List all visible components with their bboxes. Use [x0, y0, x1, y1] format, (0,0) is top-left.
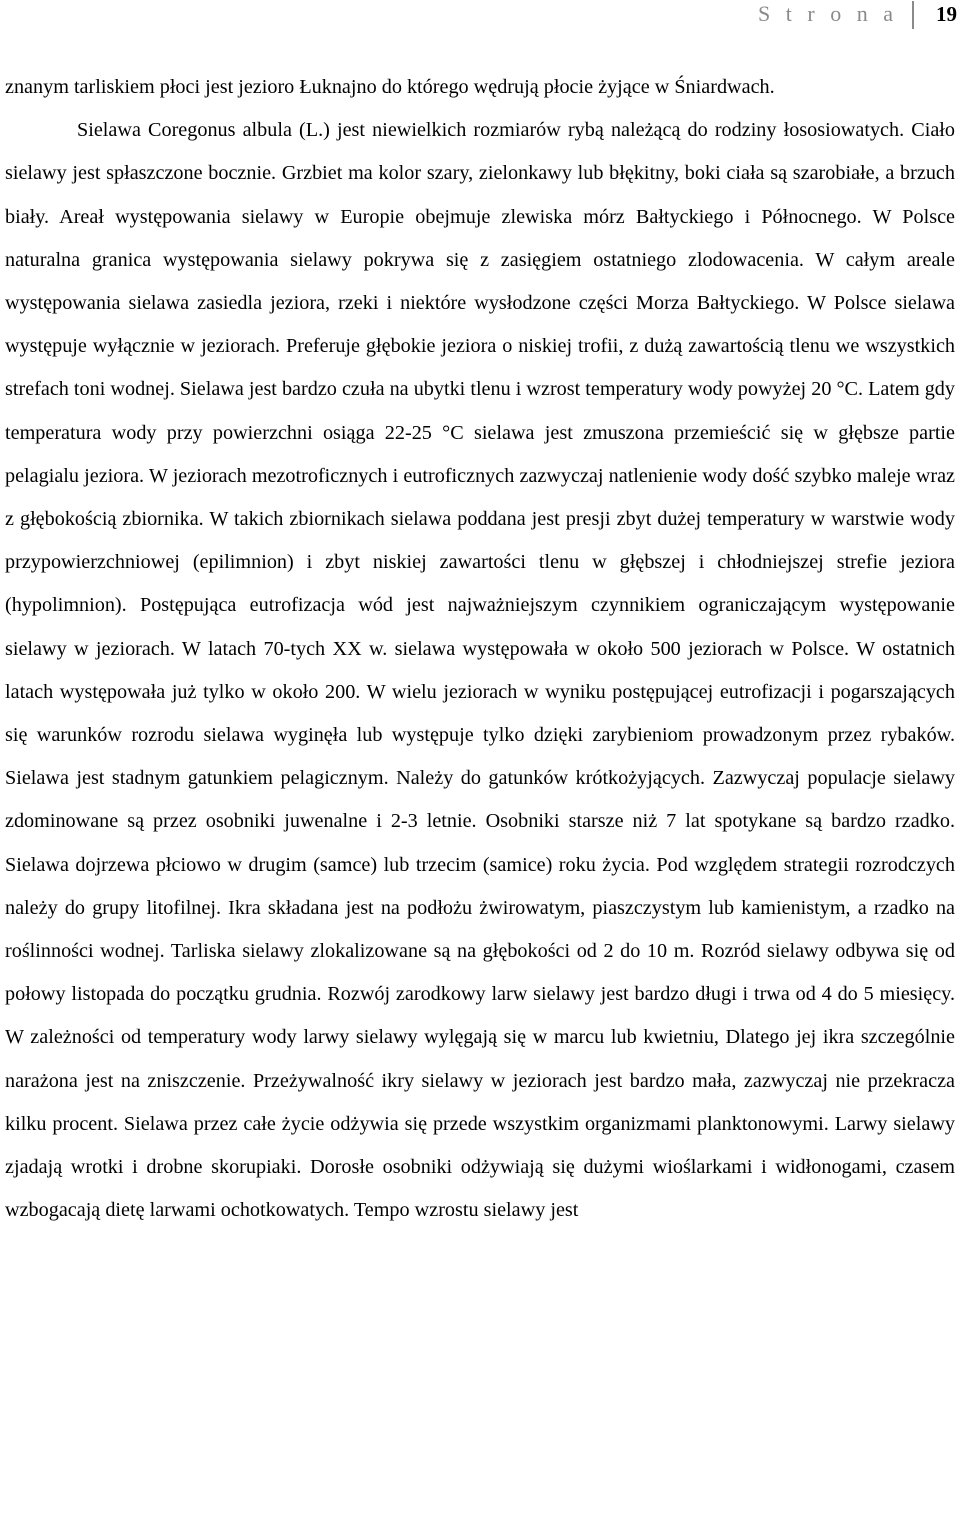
document-body: [5, 66, 955, 1232]
paragraph-sielawa: Sielawa Coregonus albula (L.) jest niewielkich rozmiarów rybą należącą do rodziny łososiowatych. Ciało sielawy jest spłaszczone bocznie. Grzbiet ma kolor szary, zielonkawy lub błękitny, boki ciała są szarobiałe, a brzuch biały. Areał występowania sielawy w Europie obejmuje zlewiska mórz Bałtyckiego i Północnego. W Polsce naturalna granica występowania sielawy pokrywa się z zasięgiem ostatniego zlodowacenia. W całym areale występowania sielawa zasiedla jeziora, rzeki i niektóre wysłodzone części Morza Bałtyckiego. W Polsce sielawa występuje wyłącznie w jeziorach. Preferuje głębokie jeziora o niskiej trofii, z dużą zawartością tlenu we wszystkich strefach toni wodnej. Sielawa jest bardzo czuła na ubytki tlenu i wzrost temperatury wody powyżej 20 °C. Latem gdy temperatura wody przy powierzchni osiąga 22-25 °C sielawa jest zmuszona przemieścić się w głębsze partie pelagialu jeziora. W jeziorach mezotroficznych i eutroficznych zazwyczaj natlenienie wody dość szybko maleje wraz z głębokością zbiornika. W takich zbiornikach sielawa poddana jest presji zbyt dużej temperatury w warstwie wody przypowierzchniowej (epilimnion) i zbyt niskiej zawartości tlenu w głębszej i chłodniejszej strefie jeziora (hypolimnion). Postępująca eutrofizacja wód jest najważniejszym czynnikiem ograniczającym występowanie sielawy w jeziorach. W latach 70-tych XX w. sielawa występowała w około 500 jeziorach w Polsce. W ostatnich latach występowała już tylko w około 200. W wielu jeziorach w wyniku postępującej eutrofizacji i pogarszających się warunków rozrodu sielawa wyginęła lub występuje tylko dzięki zarybieniom prowadzonym przez rybaków. Sielawa jest stadnym gatunkiem pelagicznym. Należy do gatunków krótkożyjących. Zazwyczaj populacje sielawy zdominowane są przez osobniki juwenalne i 2-3 letnie. Osobniki starsze niż 7 lat spotykane są bardzo rzadko. Sielawa dojrzewa płciowo w drugim (samce) lub trzecim (samice) roku życia. Pod względem strategii rozrodczych należy do grupy litofilnej. Ikra składana jest na podłożu żwirowatym, piaszczystym lub kamienistym, a rzadko na roślinności wodnej. Tarliska sielawy zlokalizowane są na głębokości od 2 do 10 m. Rozród sielawy odbywa się od połowy listopada do początku grudnia. Rozwój zarodkowy larw sielawy jest bardzo długi i trwa od 4 do 5 miesięcy. W zależności od temperatury wody larwy sielawy wylęgają się w marcu lub kwietniu, Dlatego jej ikra szczególnie narażona jest na zniszczenie. Przeżywalność ikry sielawy w jeziorach jest bardzo mała, zazwyczaj nie przekracza kilku procent. Sielawa przez całe życie odżywia się przede wszystkim organizmami planktonowymi. Larwy sielawy zjadają wrotki i drobne skorupiaki. Dorosłe osobniki odżywiają się dużymi wioślarkami i widłonogami, czasem wzbogacają dietę larwami ochotkowatych. Tempo wzrostu sielawy jest: [5, 119, 955, 1222]
page-label: S t r o n a: [758, 1, 898, 26]
page-header: [0, 0, 960, 40]
header-divider: [912, 1, 914, 29]
paragraph-continuation: znanym tarliskiem płoci jest jezioro Łuknajno do którego wędrują płocie żyjące w Śniardwach.: [5, 76, 775, 98]
page-number: 19: [936, 2, 957, 26]
